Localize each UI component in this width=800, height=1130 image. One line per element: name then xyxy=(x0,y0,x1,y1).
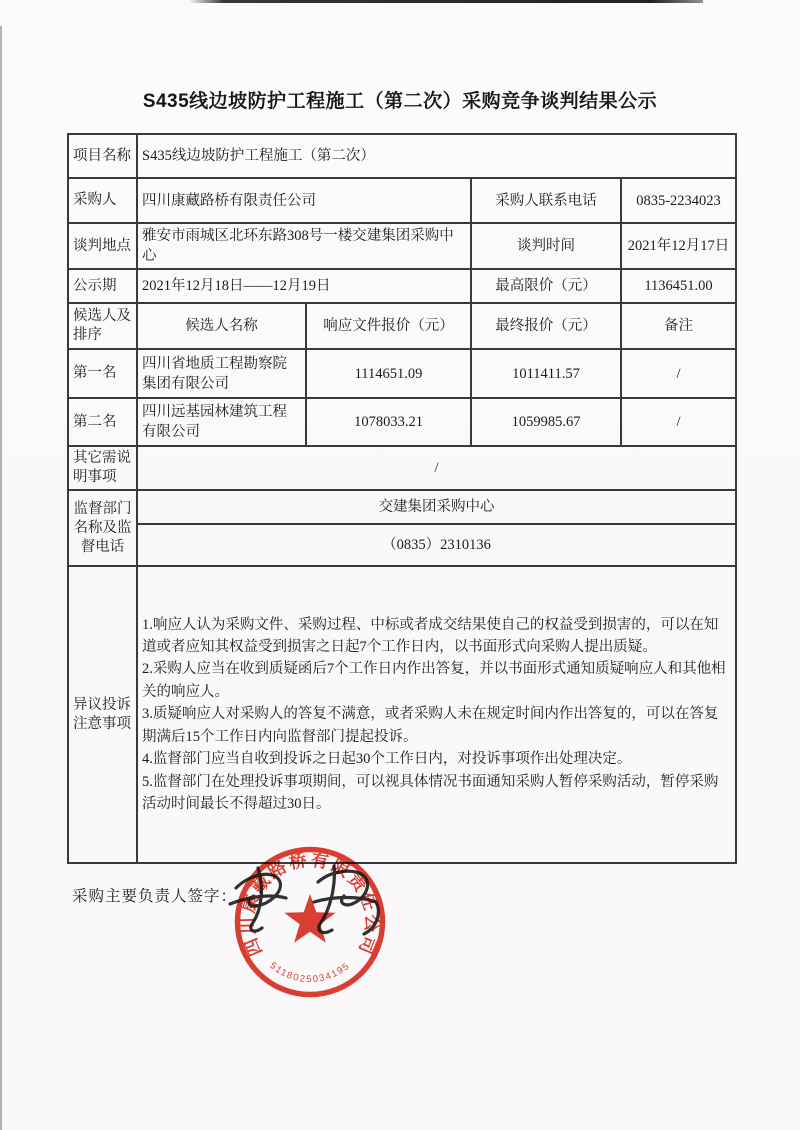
row-supervisor-phone xyxy=(68,524,736,566)
supervisor-phone: （0835）2310136 xyxy=(137,524,736,566)
publicity-label: 公示期 xyxy=(68,269,137,303)
objection-item: 1.响应人认为采购文件、采购过程、中标或者成交结果使自己的权益受到损害的，可以在知道或者应知其权益受到损害之日起7个工作日内，以书面形式向采购人提出质疑。 xyxy=(142,616,719,656)
candidates-name-header: 候选人名称 xyxy=(137,303,306,349)
max-price-value: 1136451.00 xyxy=(621,269,736,303)
row-purchaser xyxy=(68,178,736,223)
row-objection xyxy=(68,566,736,863)
objection-content xyxy=(137,566,736,863)
candidate-1-doc-price: 1114651.09 xyxy=(306,349,471,398)
publicity-value: 2021年12月18日——12月19日 xyxy=(137,269,471,303)
negotiation-location-label: 谈判地点 xyxy=(68,223,137,269)
negotiation-time-value: 2021年12月17日 xyxy=(621,223,736,269)
row-project xyxy=(68,134,736,178)
objection-item: 3.质疑响应人对采购人的答复不满意，或者采购人未在规定时间内作出答复的，可以在答复期满后15个工作日内向监督部门提起投诉。 xyxy=(142,706,719,745)
row-publicity xyxy=(68,269,736,303)
purchaser-phone-label: 采购人联系电话 xyxy=(471,178,621,223)
supervisor-name: 交建集团采购中心 xyxy=(137,490,736,524)
candidate-1-rank: 第一名 xyxy=(68,349,137,398)
row-other-notes xyxy=(68,446,736,490)
document-title: S435线边坡防护工程施工（第二次）采购竞争谈判结果公示 xyxy=(142,91,658,112)
candidate-2-rank: 第二名 xyxy=(68,398,137,446)
candidate-2-name: 四川远基园林建筑工程有限公司 xyxy=(137,398,306,446)
seal-number-text: 5118025034195 xyxy=(267,960,353,986)
candidate-2-doc-price: 1078033.21 xyxy=(306,398,471,446)
row-negotiation xyxy=(68,223,736,269)
purchaser-phone-value: 0835-2234023 xyxy=(621,178,736,223)
project-label: 项目名称 xyxy=(68,134,137,178)
candidate-2-final-price: 1059985.67 xyxy=(471,398,621,446)
candidate-row-1 xyxy=(68,349,736,398)
project-value: S435线边坡防护工程施工（第二次） xyxy=(137,134,736,178)
candidate-1-final-price: 1011411.57 xyxy=(471,349,621,398)
candidates-rank-header: 候选人及排序 xyxy=(68,303,137,349)
candidate-row-2 xyxy=(68,398,736,446)
objection-label: 异议投诉注意事项 xyxy=(68,566,137,863)
supervisor-label: 监督部门名称及监督电话 xyxy=(68,490,137,566)
other-notes-label: 其它需说明事项 xyxy=(68,446,137,490)
scan-artifact-left-line xyxy=(0,26,2,1130)
candidates-doc-price-header: 响应文件报价（元） xyxy=(306,303,471,349)
negotiation-time-label: 谈判时间 xyxy=(471,223,621,269)
candidates-final-price-header: 最终报价（元） xyxy=(471,303,621,349)
scan-artifact-top-line xyxy=(188,0,703,3)
objection-item: 5.监督部门在处理投诉事项期间，可以视具体情况书面通知采购人暂停采购活动，暂停采购活动时间最长不得超过30日。 xyxy=(142,773,719,812)
objection-item: 4.监督部门应当自收到投诉之日起30个工作日内，对投诉事项作出处理决定。 xyxy=(142,751,632,768)
candidate-1-name: 四川省地质工程勘察院集团有限公司 xyxy=(137,349,306,398)
row-candidates-header xyxy=(68,303,736,349)
candidates-remark-header: 备注 xyxy=(621,303,736,349)
other-notes-value: / xyxy=(137,446,736,490)
signature-line-label: 采购主要负责人签字： xyxy=(72,888,238,905)
svg-text:5118025034195 xyxy=(267,960,352,985)
candidate-2-remark: / xyxy=(621,398,736,446)
purchaser-label: 采购人 xyxy=(68,178,137,223)
max-price-label: 最高限价（元） xyxy=(471,269,621,303)
purchaser-value: 四川康藏路桥有限责任公司 xyxy=(137,178,471,223)
row-supervisor-name xyxy=(68,490,736,524)
result-table xyxy=(67,133,737,864)
signature-stroke xyxy=(230,896,286,904)
candidate-1-remark: / xyxy=(621,349,736,398)
seal-company-text: 四川康藏路桥有限责任公司 xyxy=(237,849,383,960)
negotiation-location-value: 雅安市雨城区北环东路308号一楼交建集团采购中心 xyxy=(137,223,471,269)
objection-item: 2.采购人应当在收到质疑函后7个工作日内作出答复，并以书面形式通知质疑响应人和其他相关的响应人。 xyxy=(142,661,726,700)
signature-handwriting xyxy=(226,858,402,954)
